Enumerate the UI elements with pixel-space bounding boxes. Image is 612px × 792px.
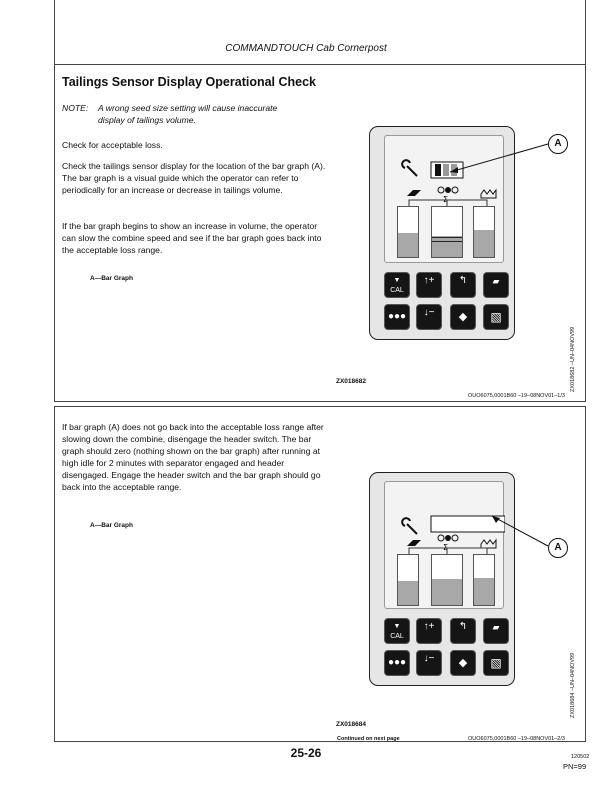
section2-right-rule <box>585 406 586 742</box>
cal-button[interactable]: ▼ CAL <box>384 272 410 298</box>
diamond-button[interactable]: ◆ <box>450 650 476 676</box>
pn-number: PN=99 <box>563 762 587 771</box>
lcd-screen <box>384 481 504 609</box>
figure1-id: ZX018682 <box>336 378 366 385</box>
continued-note: Continued on next page <box>337 736 400 742</box>
sigma-icon: Σ <box>443 543 449 552</box>
figure2-caption: A—Bar Graph <box>90 522 133 529</box>
section2-left-rule <box>54 406 55 742</box>
header-icon <box>407 540 421 546</box>
right-bar <box>473 206 495 258</box>
sieve-button[interactable]: ▧ <box>483 650 509 676</box>
wrench-icon <box>402 518 417 534</box>
cal-label: CAL <box>390 633 404 640</box>
figure1-ref-code: OUO6075,0001B60 –19–08NOV01–1/3 <box>468 393 565 399</box>
figure2-ref-code: OUO6075,0001B60 –19–08NOV01–2/3 <box>468 736 565 742</box>
center-bar <box>431 206 463 258</box>
decrease-button[interactable]: ↓− <box>416 304 442 330</box>
figure2-vertical-id: ZX018684 –UN–04NOV99 <box>570 652 576 718</box>
note-label: NOTE: <box>62 103 89 113</box>
note-line2: display of tailings volume. <box>98 115 196 125</box>
callout-a-figure1: A <box>548 134 568 154</box>
right-bar <box>473 554 495 606</box>
paragraph-check-loss: Check for acceptable loss. <box>62 140 163 150</box>
callout-leader-figure1 <box>450 140 560 180</box>
section1-right-rule <box>585 64 586 402</box>
status-dot <box>452 187 458 193</box>
callout-a-figure2: A <box>548 538 568 558</box>
section1-bottom-rule <box>54 401 586 402</box>
cal-label: CAL <box>390 287 404 294</box>
sieve-button[interactable]: ▧ <box>483 304 509 330</box>
page-number: 25-26 <box>290 746 322 760</box>
paragraph-bar-graph-location: Check the tailings sensor display for the location of the bar graph (A). The bar graph is a visual guide which the operator can refer to periodically for an increase or decrease in tailings volume. <box>62 161 326 195</box>
header-icon <box>407 190 421 196</box>
note-line1: A wrong seed size setting will cause inaccurate <box>98 103 278 113</box>
display-panel-figure2 <box>369 472 515 686</box>
cal-button[interactable]: ▼ CAL <box>384 618 410 644</box>
center-bar <box>431 554 463 606</box>
left-margin-rule <box>54 0 55 68</box>
dots-button[interactable]: ●●● <box>384 304 410 330</box>
diamond-button[interactable]: ◆ <box>450 304 476 330</box>
figure1-vertical-id: ZX018682 –UN–04NOV99 <box>570 326 576 392</box>
left-bar <box>397 554 419 606</box>
back-button[interactable]: ↰ <box>450 272 476 298</box>
increase-button[interactable]: ↑+ <box>416 618 442 644</box>
status-dot <box>445 187 451 193</box>
status-dot <box>445 535 451 541</box>
decrease-button[interactable]: ↓− <box>416 650 442 676</box>
paragraph-disengage-header: If bar graph (A) does not go back into the acceptable loss range after slowing down the combine, disengage the header switch. The bar graph should zero (nothing shown on the bar graph) after running at high idle for 2 minutes with separator engaged and header disengaged. Engage the header switch and the bar graph should go back into the acceptable range. <box>62 422 324 492</box>
section2-top-rule <box>54 406 586 407</box>
back-button[interactable]: ↰ <box>450 618 476 644</box>
increase-button[interactable]: ↑+ <box>416 272 442 298</box>
header-button[interactable]: ▰ <box>483 272 509 298</box>
dots-button[interactable]: ●●● <box>384 650 410 676</box>
section1-left-rule <box>54 64 55 402</box>
figure1-caption: A—Bar Graph <box>90 275 133 282</box>
figure2-id: ZX018684 <box>336 721 366 728</box>
right-margin-rule <box>585 0 586 68</box>
note <box>62 102 322 126</box>
paragraph-increase-volume: If the bar graph begins to show an increase in volume, the operator can slow the combine speed and see if the bar graph goes back into the acceptable loss range. <box>62 221 322 255</box>
status-dot <box>438 187 444 193</box>
header-button[interactable]: ▰ <box>483 618 509 644</box>
sieve-icon <box>481 190 496 198</box>
wrench-icon <box>402 160 417 176</box>
section1-top-rule <box>54 64 586 65</box>
button-area <box>380 614 506 680</box>
bar-graph-segment <box>435 164 441 176</box>
left-bar <box>397 206 419 258</box>
sigma-icon: Σ <box>443 195 449 204</box>
section-title: Tailings Sensor Display Operational Check <box>62 75 317 89</box>
doc-code: 120502 <box>571 754 590 760</box>
button-area <box>380 268 506 334</box>
status-dot <box>438 535 444 541</box>
running-header: COMMANDTOUCH Cab Cornerpost <box>225 43 387 54</box>
bar-graph-segment <box>443 164 449 176</box>
status-dot <box>452 535 458 541</box>
